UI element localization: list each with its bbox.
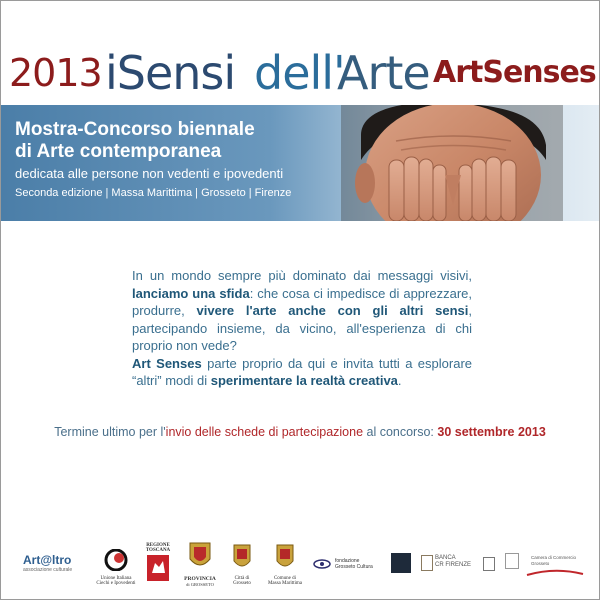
logo-comune-massa-marittima: [265, 541, 305, 586]
title-isensi: iSensi: [105, 46, 236, 100]
small-emblem-icon: [483, 557, 495, 571]
pegasus-icon: [143, 553, 173, 583]
banner-edition: Seconda edizione | Massa Marittima | Grosseto | Firenze: [15, 187, 292, 199]
banner-headline-1: Mostra-Concorso biennale: [15, 119, 255, 140]
deadline-highlight: invio delle schede di partecipazione: [165, 425, 364, 439]
body-p2-d: .: [397, 373, 402, 388]
poster-title: [1, 45, 599, 101]
body-p1-b: lanciamo una sfida: [132, 285, 250, 301]
banner-subtitle: dedicata alle persone non vedenti e ipovedenti: [15, 166, 284, 181]
banner: [1, 105, 599, 221]
body-p1-a: In un mondo sempre più dominato dai messaggi visivi,: [132, 268, 472, 283]
logo-citta-grosseto: [227, 541, 257, 586]
intro-text: [132, 267, 472, 390]
citta-line1: Città di: [234, 576, 250, 581]
regione-line2: TOSCANA: [145, 548, 171, 553]
comune-crest-icon: [265, 541, 305, 571]
deadline-line: [1, 425, 599, 439]
logo-provincia-grosseto: [181, 541, 219, 587]
provincia-line1: PROVINCIA: [184, 576, 216, 582]
provincia-crest-icon: [181, 541, 219, 571]
title-dell: dell': [254, 46, 345, 100]
regione-line1: REGIONE: [146, 543, 170, 548]
uici-line1: Unione Italiana: [100, 576, 132, 581]
deadline-middle: al concorso:: [363, 425, 438, 439]
camera-line1: Camera di Commercio: [531, 555, 577, 560]
banca-line1: BANCA: [435, 555, 456, 561]
camera-line2: Grosseto: [531, 561, 550, 566]
banca-emblem-icon: [421, 555, 433, 571]
fondazione-line1: fondazione: [335, 558, 360, 564]
body-p1-c: : che cosa ci impedisce di apprezzare, produrre,: [132, 285, 472, 318]
body-p2-c: sperimentare la realtà creativa: [210, 373, 398, 388]
citta-line2: Grosseto: [233, 581, 251, 586]
banner-text: [15, 119, 291, 201]
citta-crest-icon: [227, 541, 257, 571]
banner-headline-2: di Arte contemporanea: [15, 141, 222, 162]
deadline-date: 30 settembre 2013: [437, 425, 546, 439]
uici-line2: Ciechi e Ipovedenti: [96, 581, 136, 586]
logo-regione-toscana: [143, 543, 173, 588]
title-arte: Arte: [337, 46, 430, 100]
body-p1-d: vivere l'arte anche con gli altri sensi: [196, 303, 469, 318]
fondazione-line2: Grosseto Cultura: [335, 564, 373, 570]
body-p2-a: Art Senses: [132, 355, 202, 371]
provincia-line2: di GROSSETO: [186, 582, 214, 587]
sponsor-logos: [1, 537, 599, 599]
fondazione-eye-icon: [313, 559, 331, 569]
artaltro-name: Art@ltro: [23, 553, 72, 567]
uici-emblem-icon: [91, 549, 141, 571]
logo-artaltro: [23, 553, 83, 573]
deadline-prefix: Termine ultimo per l': [54, 425, 166, 439]
camera-swoosh-icon: [525, 569, 585, 577]
face-covering-eyes-image: [341, 105, 563, 221]
artaltro-sub: associazione culturale: [23, 567, 73, 573]
banca-line2: CR FIRENZE: [435, 562, 471, 568]
camera-emblem-icon: [505, 553, 519, 569]
title-year: 2013: [9, 51, 102, 95]
dark-square-logo: [391, 553, 411, 573]
title-artsenses: ArtSenses: [433, 55, 596, 90]
body-p1-e: , partecipando insieme, da vicino, all'esperienza di chi proprio non vede?: [132, 303, 472, 353]
logo-uici: [91, 549, 141, 586]
comune-line2: Massa Marittima: [267, 581, 303, 586]
body-p2-b: parte proprio da qui e invita tutti a esplorare “altri” modi di: [132, 355, 473, 388]
comune-line1: Comune di: [273, 576, 297, 581]
